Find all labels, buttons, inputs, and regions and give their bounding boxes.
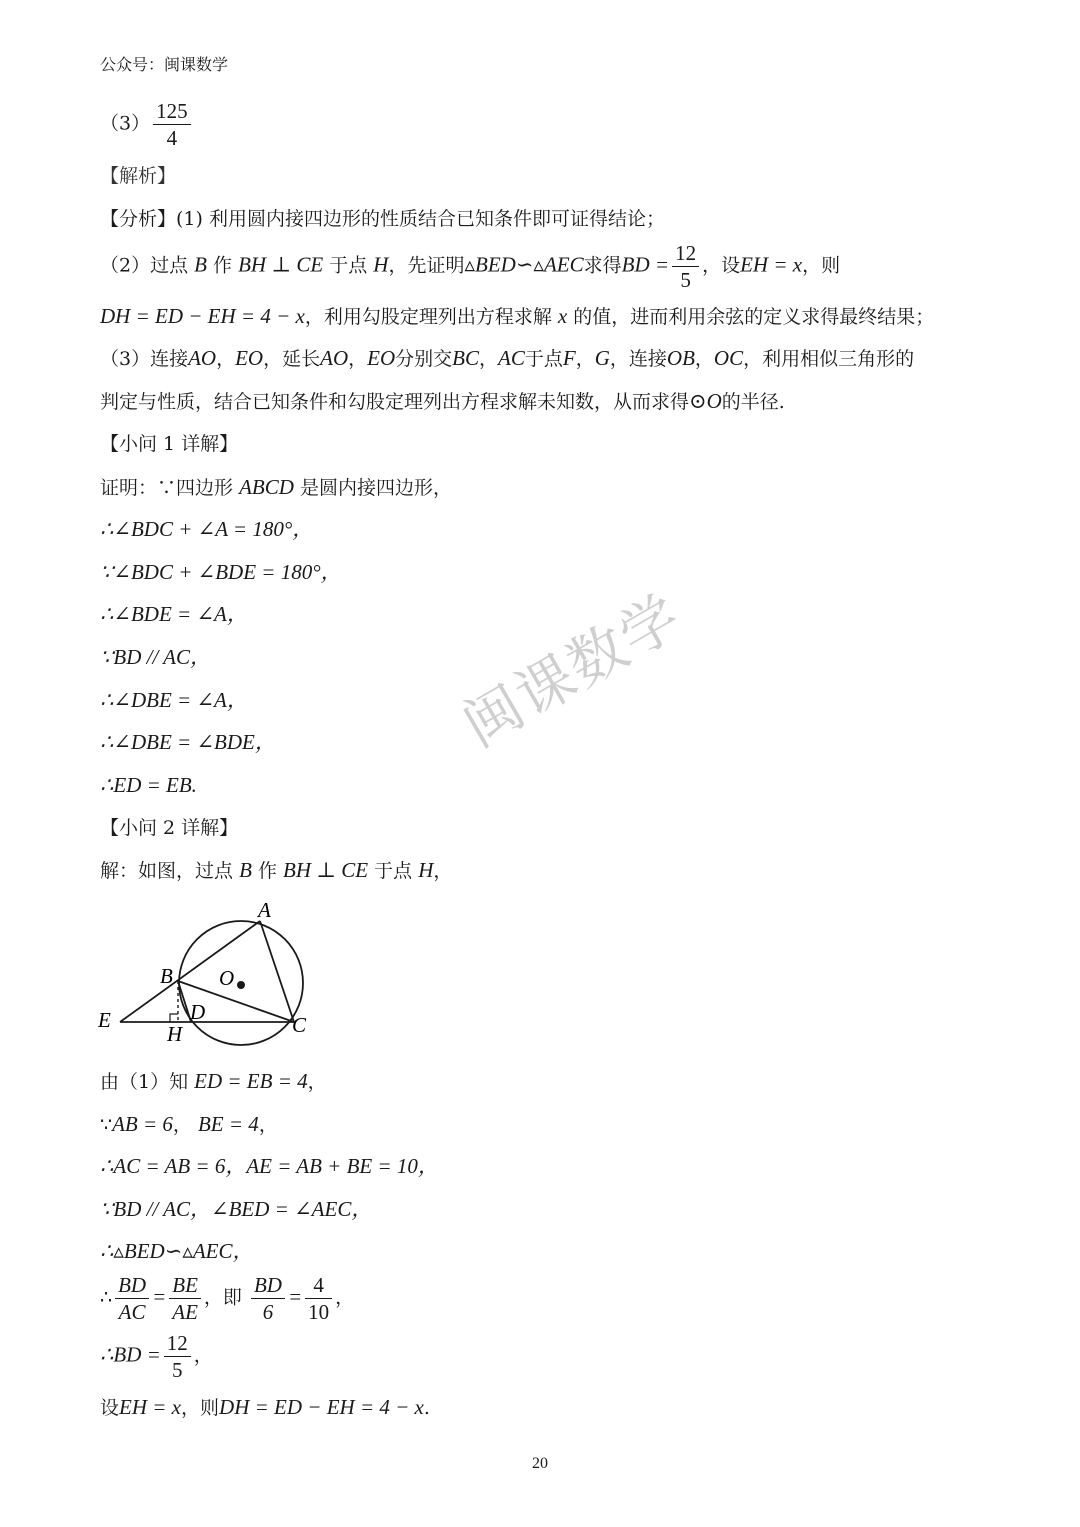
q2-step-7: ∴ $\frac{BD}{AC}$ = $\frac{BE}{AE}$ ，即 $\frac{BD}{6}$ = $\frac{4}{10}$ ，	[100, 1273, 355, 1324]
label-b: B	[160, 964, 173, 988]
jiexi-heading: 【解析】	[100, 165, 177, 187]
analysis-line-5: 判定与性质，结合已知条件和勾股定理列出方程求解未知数，从而求得⊙O的半径.	[100, 389, 785, 413]
q1-step-5: ∵BD // AC，	[100, 645, 211, 669]
q2-step-8: ∴BD = $\frac{12}{5}$ ，	[100, 1331, 213, 1382]
q2-step-9: 设EH = x，则DH = ED − EH = 4 − x.	[100, 1395, 430, 1419]
q1-title: 【小问 1 详解】	[100, 433, 239, 455]
label-a: A	[258, 898, 271, 922]
label-c: C	[292, 1013, 307, 1037]
watermark: 闽课数学	[451, 581, 694, 761]
label-h: H	[167, 1022, 183, 1046]
q2-step-3: ∵AB = 6， BE = 4，	[100, 1112, 278, 1136]
q2-title: 【小问 2 详解】	[100, 817, 239, 839]
analysis-line-1: 【分析】(1) 利用圆内接四边形的性质结合已知条件即可证得结论；	[100, 208, 665, 230]
q1-step-7: ∴∠DBE = ∠BDE，	[100, 730, 276, 754]
q2-step-6: ∴▵BED∽▵AEC，	[100, 1239, 254, 1263]
label-d: D	[190, 1000, 206, 1024]
q2-step-4: ∴AC = AB = 6，AE = AB + BE = 10，	[100, 1154, 439, 1178]
q1-step-3: ∵∠BDC + ∠BDE = 180°，	[100, 560, 342, 584]
q2-step-2: 由（1）知 ED = EB = 4，	[100, 1069, 327, 1093]
q2-step-5: ∵BD // AC，∠BED = ∠AEC，	[100, 1197, 373, 1221]
q1-step-8: ∴ED = EB.	[100, 773, 197, 797]
page-number: 20	[532, 1455, 548, 1472]
segment-ac	[260, 921, 294, 1022]
center-dot	[237, 981, 245, 989]
answer-3: （3） $\frac{125}{4}$	[100, 98, 194, 151]
q1-step-2: ∴∠BDC + ∠A = 180°，	[100, 517, 314, 541]
label-o: O	[219, 966, 235, 990]
analysis-line-2: （2）过点 B 作 BH ⊥ CE 于点 H，先证明▵BED∽▵AEC求得BD = $\frac{12}{5}$ ，设EH = x，则	[100, 241, 841, 292]
q1-step-1: 证明：∵四边形 ABCD 是圆内接四边形，	[100, 475, 452, 499]
analysis-line-4: （3）连接AO，EO，延长AO，EO分别交BC，AC于点F，G，连接OB，OC，利用相似三角形的	[100, 346, 915, 370]
geometry-figure	[90, 895, 330, 1055]
right-angle-mark	[170, 1014, 178, 1022]
analysis-line-3: DH = ED − EH = 4 − x，利用勾股定理列出方程求解 x 的值，进而利用余弦的定义求得最终结果；	[100, 304, 935, 328]
header-account: 公众号：闽课数学	[100, 55, 229, 74]
q2-step-1: 解：如图，过点 B 作 BH ⊥ CE 于点 H，	[100, 858, 453, 882]
label-e: E	[98, 1008, 111, 1032]
q1-step-6: ∴∠DBE = ∠A，	[100, 688, 248, 712]
q1-step-4: ∴∠BDE = ∠A，	[100, 602, 248, 626]
